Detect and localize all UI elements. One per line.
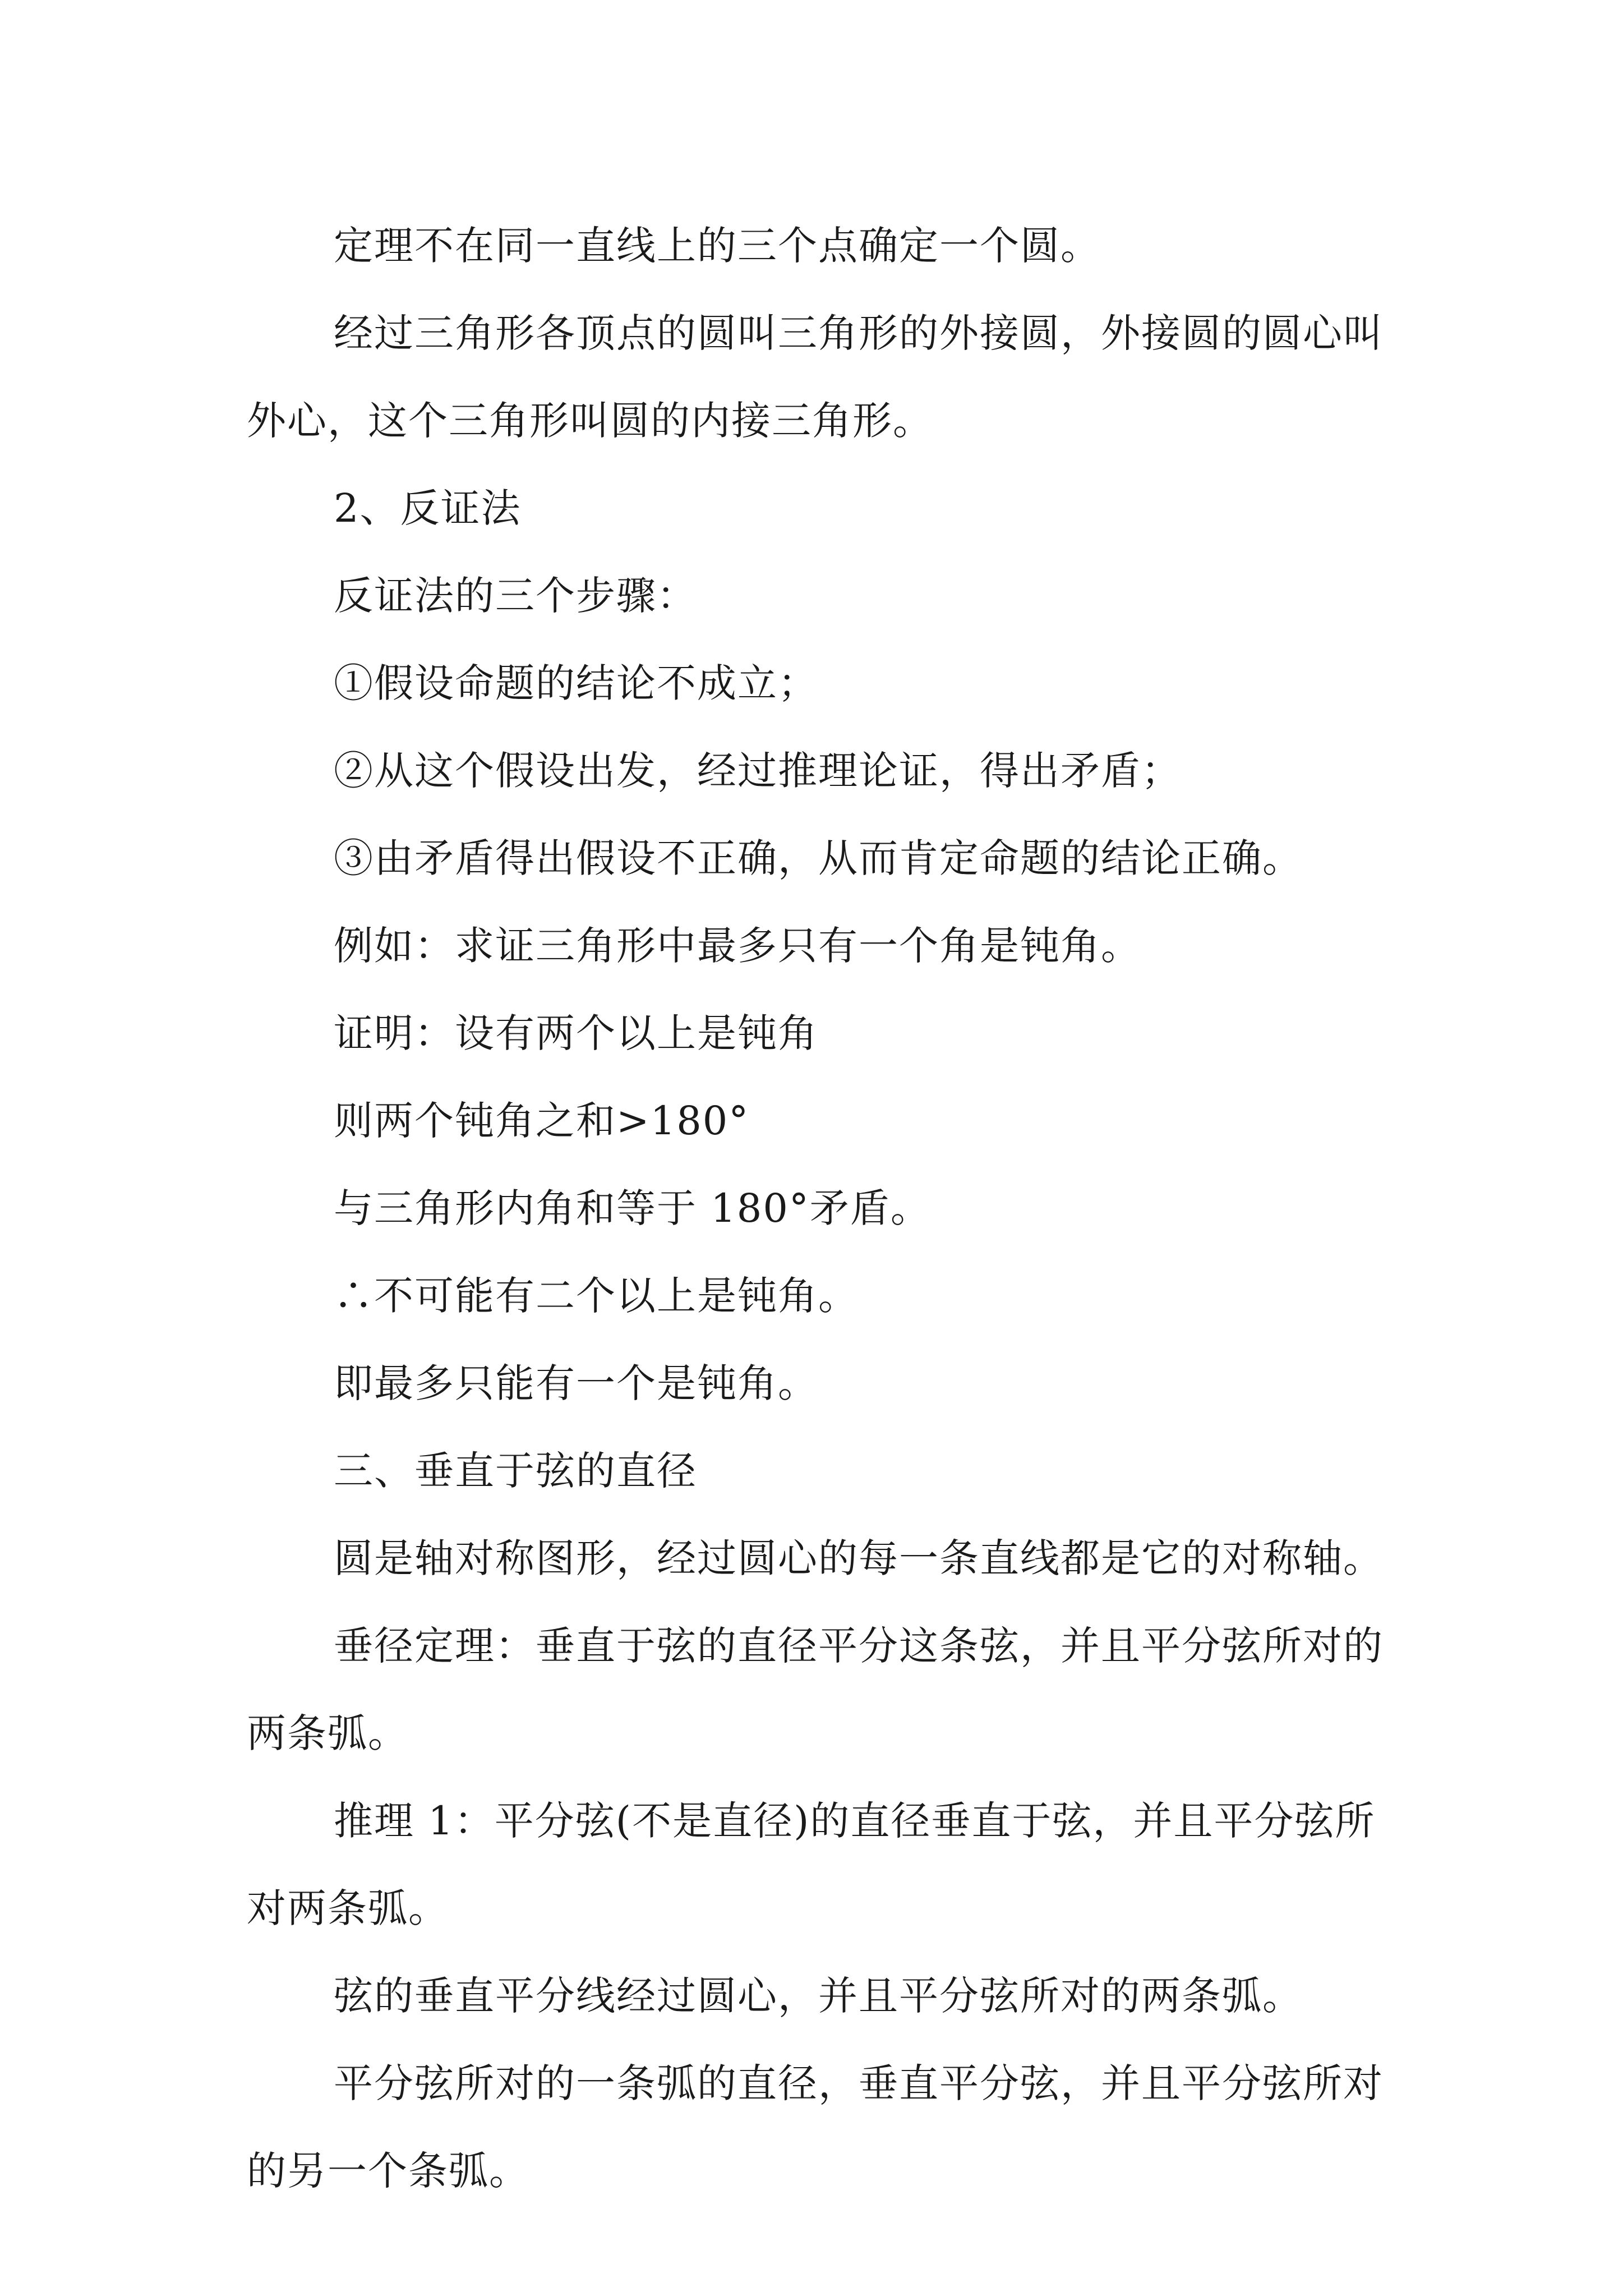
paragraph-therefore: ∴不可能有二个以上是钝角。 — [334, 1273, 859, 1319]
paragraph-contradiction: 与三角形内角和等于 180°矛盾。 — [334, 1185, 931, 1231]
paragraph-corollary-1: 推理 1：平分弦(不是直径)的直径垂直于弦，并且平分弦所对两条弧。 — [247, 1798, 1376, 1931]
step-1: ①假设命题的结论不成立； — [334, 660, 818, 706]
paragraph-proof: 证明：设有两个以上是钝角 — [334, 1010, 818, 1056]
paragraph-circumscribed-circle: 经过三角形各顶点的圆叫三角形的外接圆，外接圆的圆心叫外心，这个三角形叫圆的内接三角形。 — [247, 310, 1384, 444]
paragraph-axis-symmetry: 圆是轴对称图形，经过圆心的每一条直线都是它的对称轴。 — [334, 1535, 1384, 1581]
paragraph-theorem-three-points: 定理不在同一直线上的三个点确定一个圆。 — [334, 223, 1101, 269]
document-body — [247, 202, 1402, 2215]
step-3: ③由矛盾得出假设不正确，从而肯定命题的结论正确。 — [334, 835, 1303, 881]
paragraph-perpendicular-bisector: 弦的垂直平分线经过圆心，并且平分弦所对的两条弧。 — [334, 1973, 1303, 2019]
paragraph-perpendicular-diameter-theorem: 垂径定理：垂直于弦的直径平分这条弦，并且平分弦所对的两条弧。 — [247, 1623, 1384, 1756]
paragraph-bisect-arc: 平分弦所对的一条弧的直径，垂直平分弦，并且平分弦所对的另一个条弧。 — [247, 2060, 1384, 2194]
paragraph-conclusion: 即最多只能有一个是钝角。 — [334, 1360, 818, 1406]
paragraph-sum-gt-180: 则两个钝角之和>180° — [334, 1098, 750, 1144]
heading-proof-by-contradiction: 2、反证法 — [334, 485, 522, 531]
heading-perpendicular-diameter: 三、垂直于弦的直径 — [334, 1448, 697, 1494]
paragraph-three-steps: 反证法的三个步骤： — [334, 573, 697, 619]
paragraph-example: 例如：求证三角形中最多只有一个角是钝角。 — [334, 923, 1141, 969]
step-2: ②从这个假设出发，经过推理论证，得出矛盾； — [334, 748, 1182, 794]
